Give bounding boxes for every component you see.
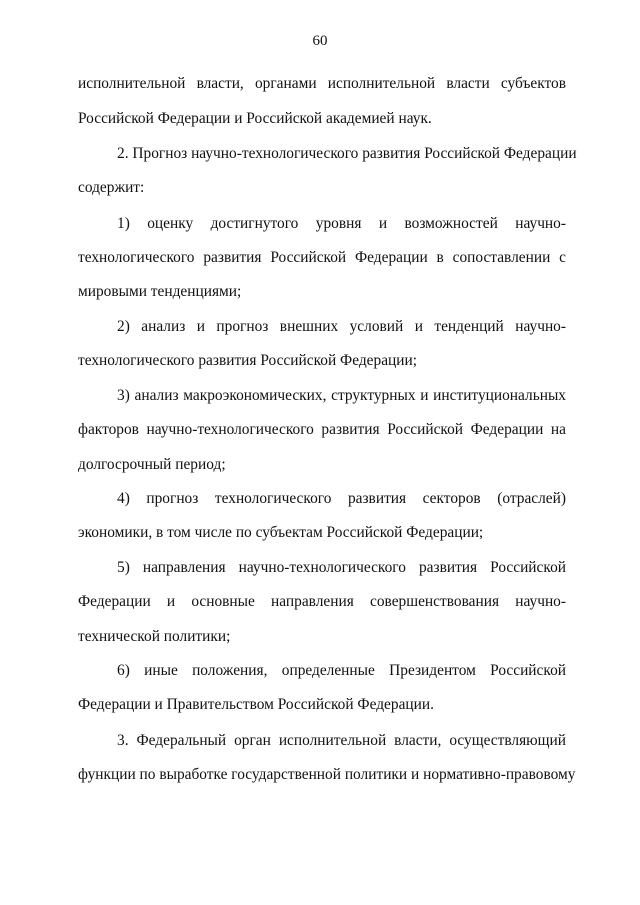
text-line: содержит: [78,179,145,196]
text-line: исполнительной власти, органами исполнительной власти субъектов [78,75,566,92]
list-item-line: 3) анализ макроэкономических, структурных и институциональных [117,387,566,404]
list-item-line: 1) оценку достигнутого уровня и возможностей научно- [117,215,566,232]
text-line: Федерации и Правительством Российской Федерации. [78,696,434,713]
text-line: Федерации и основные направления совершенствования научно- [78,593,566,610]
text-line: технологического развития Российской Федерации в сопоставлении с [78,249,566,266]
text-line: экономики, в том числе по субъектам Российской Федерации; [78,524,484,541]
list-item-line: 6) иные положения, определенные Президентом Российской [117,662,566,679]
text-line: Российской Федерации и Российской академией наук. [78,110,432,127]
text-line: технологического развития Российской Федерации; [78,352,418,369]
text-line: функции по выработке государственной политики и нормативно-правовому [78,766,576,783]
text-line: факторов научно-технологического развития Российской Федерации на [78,421,566,438]
text-line: долгосрочный период; [78,456,226,473]
paragraph-start-line: 2. Прогноз научно-технологического развития Российской Федерации [117,145,577,162]
list-item-line: 2) анализ и прогноз внешних условий и тенденций научно- [117,318,566,335]
paragraph-start-line: 3. Федеральный орган исполнительной власти, осуществляющий [117,732,566,749]
text-line: мировыми тенденциями; [78,283,242,300]
list-item-line: 5) направления научно-технологического развития Российской [117,559,566,576]
list-item-line: 4) прогноз технологического развития секторов (отраслей) [117,490,566,507]
text-line: технической политики; [78,628,231,645]
page-number: 60 [312,33,328,49]
